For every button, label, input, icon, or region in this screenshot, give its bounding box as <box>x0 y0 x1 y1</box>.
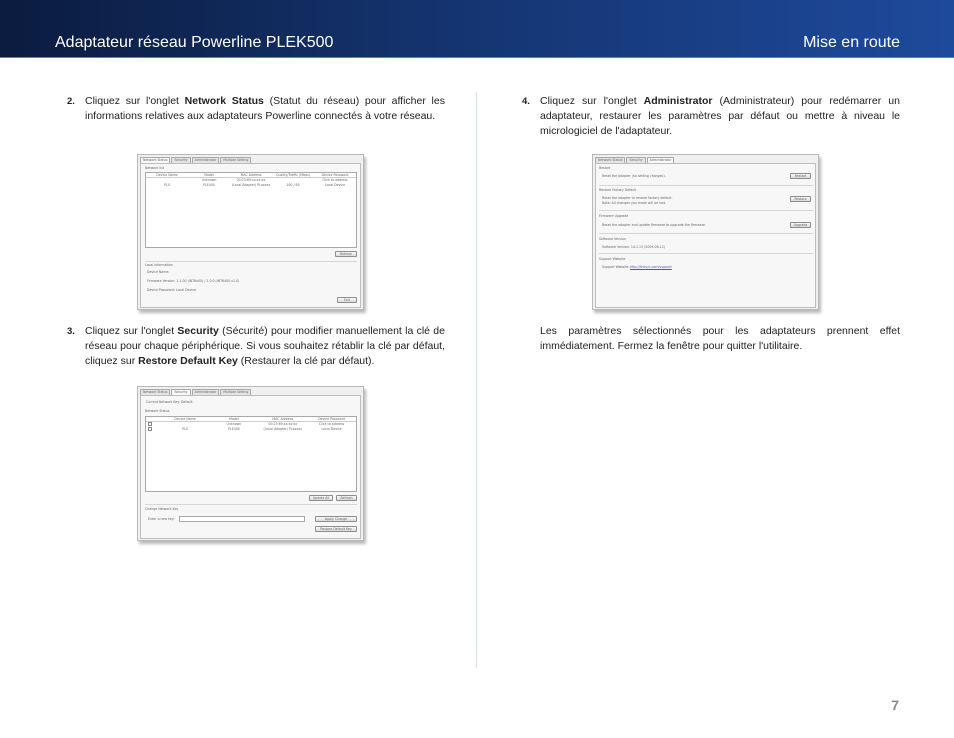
network-key-input[interactable] <box>179 516 305 522</box>
local-info-line: Device Name: <box>147 270 170 274</box>
column-divider <box>476 92 477 668</box>
group-label: Support Website <box>599 257 626 261</box>
tab-security[interactable]: Security <box>626 157 645 163</box>
tab-network-status[interactable]: Network Status <box>595 157 625 163</box>
closing-note: Les paramètres sélectionnés pour les adaptateurs prennent effet immédiatement. Fermez la fenêtre pour quitter l'utilitaire. <box>540 325 900 352</box>
section-title: Mise en route <box>803 34 900 51</box>
software-version: Software Version: 14.1.13 (2009-08-12) <box>602 245 666 249</box>
step-number: 2. <box>67 96 75 107</box>
divider <box>599 185 813 186</box>
step-text: Cliquez sur l'onglet Administrator (Administrateur) pour redémarrer un adaptateur, restaurer les paramètres par défaut ou mettre à niveau le micrologiciel de l'adaptateur. <box>540 95 900 137</box>
group-label: Network Status <box>145 409 170 413</box>
restart-button[interactable]: Restart <box>790 173 811 179</box>
group-label: Local Information <box>145 263 173 267</box>
screenshot-security <box>137 386 364 541</box>
tab-administrator[interactable]: Administrator <box>647 157 675 163</box>
divider <box>145 261 357 262</box>
tab-panel <box>140 163 361 308</box>
tab-administrator[interactable]: Administrator <box>192 157 220 163</box>
tab-multiple-setting[interactable]: Multiple Setting <box>220 389 251 395</box>
tab-network-status[interactable]: Network Status <box>140 389 170 395</box>
tab-panel <box>595 163 816 308</box>
divider <box>599 210 813 211</box>
row-checkbox[interactable] <box>148 422 152 426</box>
tab-multiple-setting[interactable]: Multiple Setting <box>220 157 251 163</box>
table-row[interactable]: PLS PLE400 (Local Adapter) PLxxxxx 100 / 85 Local Device <box>164 182 346 187</box>
upgrade-button[interactable]: Upgrade <box>790 222 811 228</box>
table-header: Device Name Model MAC Address Quality/Traffic (Mbps) Device Password <box>146 173 356 178</box>
ui-term: Administrator <box>643 95 713 107</box>
current-key-label: Current Network Key: Default <box>146 400 193 404</box>
divider <box>599 253 813 254</box>
local-info-line: Firmware Version: 1.1.00 (INT6x00) / 2.0.0 (INT6400 v1.0) <box>147 279 240 283</box>
exit-button[interactable]: Exit <box>337 297 357 303</box>
support-website-label: Support Website: <box>602 265 630 269</box>
restore-default-key-button[interactable]: Restore Default Key <box>315 526 357 532</box>
step-text: Cliquez sur l'onglet Security (Sécurité) pour modifier manuellement la clé de réseau pour chaque périphérique. Si vous souhaitez rétablir la clé par défaut, cliquez sur Restore Default Key (Restaurer la clé par défaut). <box>85 325 445 367</box>
screenshot-network-status <box>137 154 364 310</box>
screenshot-administrator <box>592 154 819 310</box>
group-label: Network list <box>145 166 165 170</box>
group-label: Firmware Upgrade <box>599 214 629 218</box>
device-table <box>145 172 357 248</box>
step-2 <box>67 94 445 124</box>
ui-term: Network Status <box>184 95 264 107</box>
group-label: Change Network Key <box>145 507 179 511</box>
tab-security[interactable]: Security <box>171 157 190 163</box>
page-number: 7 <box>891 697 899 713</box>
step-3 <box>67 324 445 369</box>
document-title: Adaptateur réseau Powerline PLEK500 <box>55 34 334 51</box>
table-row[interactable]: Unknown 00:23:69:xx:xx:xx Click to address <box>146 422 356 427</box>
tab-administrator[interactable]: Administrator <box>192 389 220 395</box>
ui-term: Security <box>177 325 219 337</box>
step-number: 3. <box>67 326 75 337</box>
factory-description: Reset the adapter to restore factory default. <box>602 196 673 200</box>
update-all-button[interactable]: Update All <box>309 495 333 501</box>
restore-button[interactable]: Restore <box>790 196 811 202</box>
divider <box>599 233 813 234</box>
group-label: Restore Factory Default <box>599 188 637 192</box>
step-4 <box>522 94 900 139</box>
step-text: Cliquez sur l'onglet Network Status (Statut du réseau) pour afficher les informations relatives aux adaptateurs Powerline connectés à votre réseau. <box>85 95 445 122</box>
table-row[interactable]: Unknown 00:23:69:xx:xx:xx Click to address <box>201 178 348 182</box>
step-number: 4. <box>522 96 530 107</box>
tab-network-status[interactable]: Network Status <box>140 157 170 163</box>
table-row[interactable]: PLS PLE400 (Local Adapter) PLxxxxx Local Device <box>146 427 356 432</box>
refresh-button[interactable]: Refresh <box>335 251 357 257</box>
table-header: Device Name Model MAC Address Device Password <box>146 417 356 422</box>
factory-note: Note: All changes you made will be lost. <box>602 201 666 205</box>
group-label: Restart <box>599 166 611 170</box>
header-bar <box>0 0 954 58</box>
apply-change-button[interactable]: Apply Change <box>315 516 357 522</box>
restart-description: Reset the adapter (no setting changes). <box>602 174 666 178</box>
group-label: Software Version <box>599 237 626 241</box>
local-info-line: Device Password: Local Device <box>147 288 197 292</box>
support-website-link[interactable]: http://linksys.com/support <box>630 265 672 269</box>
tab-panel <box>140 395 361 539</box>
enter-key-label: Enter a new key: <box>148 517 175 521</box>
row-checkbox[interactable] <box>148 427 152 431</box>
refresh-button[interactable]: Refresh <box>336 495 357 501</box>
divider <box>145 504 357 505</box>
device-table <box>145 416 357 492</box>
tab-security[interactable]: Security <box>171 389 190 395</box>
firmware-description: Reset the adapter and update firmware to upgrade the firmware. <box>602 223 706 227</box>
ui-term: Restore Default Key <box>138 355 238 367</box>
